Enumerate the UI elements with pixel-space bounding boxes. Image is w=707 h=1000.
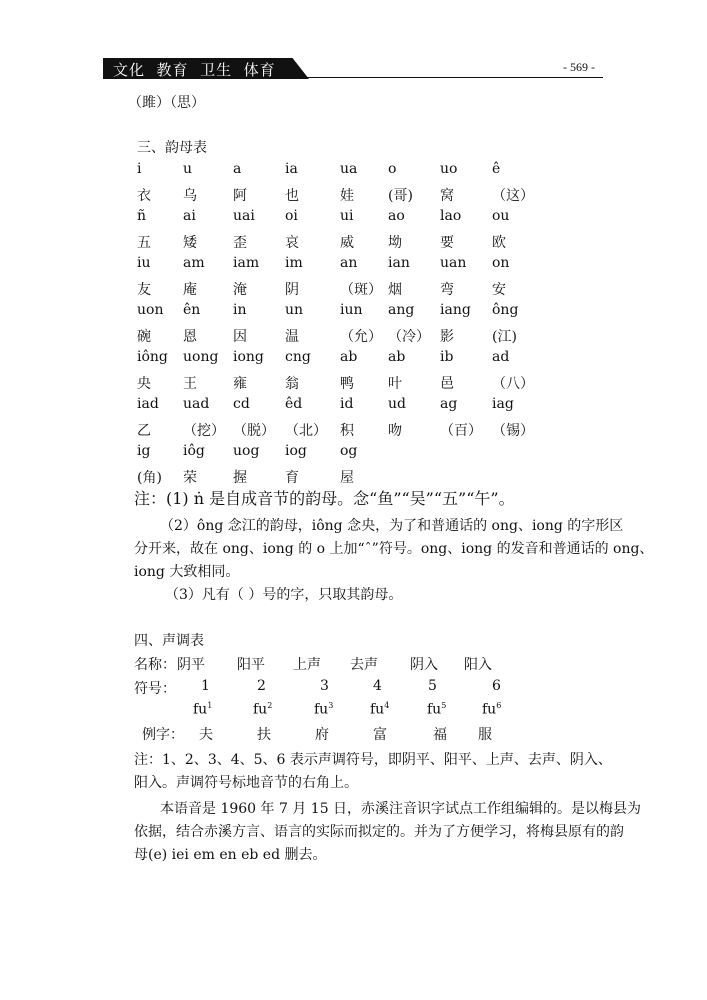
final-romanization-cell: in bbox=[233, 302, 247, 318]
final-example-char-cell: 欧 bbox=[492, 234, 506, 251]
final-romanization-cell: oi bbox=[285, 208, 298, 224]
final-example-char-cell: （挖） bbox=[183, 422, 225, 439]
final-example-char-cell: 烟 bbox=[388, 281, 402, 298]
tone-name: 上声 bbox=[293, 657, 321, 673]
final-romanization-cell: ian bbox=[388, 255, 410, 271]
final-example-char-cell: (角) bbox=[137, 469, 162, 486]
tone-example-syllable bbox=[370, 701, 389, 718]
final-romanization-cell: iu bbox=[137, 255, 151, 271]
final-example-char-cell: 矮 bbox=[183, 234, 197, 251]
closing-line-2: 依据，结合赤溪方言、语言的实际而拟定的。并为了方便学习，将梅县原有的韵 bbox=[134, 824, 624, 840]
final-romanization-cell: un bbox=[285, 302, 304, 318]
final-example-char-cell: （八） bbox=[492, 375, 534, 392]
final-example-char-cell: 影 bbox=[440, 328, 454, 345]
tone-example-char: 府 bbox=[315, 727, 329, 743]
final-romanization-cell: u bbox=[183, 161, 193, 177]
final-romanization-cell: ai bbox=[183, 208, 196, 224]
final-example-char-cell: 因 bbox=[233, 328, 247, 345]
final-romanization-cell: o bbox=[388, 161, 397, 177]
final-example-char-cell: 积 bbox=[340, 422, 354, 439]
tone-example-char: 富 bbox=[373, 727, 387, 743]
final-example-char-cell: （百） bbox=[440, 422, 482, 439]
tone-example-base: fu bbox=[193, 701, 208, 718]
final-romanization-cell: i bbox=[137, 161, 142, 177]
final-example-char-cell: 吻 bbox=[388, 422, 402, 439]
finals-note-2-line-3: iong 大致相同。 bbox=[134, 564, 240, 580]
final-example-char-cell: （这） bbox=[492, 187, 534, 204]
final-romanization-cell: ao bbox=[388, 208, 405, 224]
final-romanization-cell: uai bbox=[233, 208, 255, 224]
final-romanization-cell: uon bbox=[137, 302, 164, 318]
tone-example-syllable bbox=[193, 701, 212, 718]
final-romanization-cell: ua bbox=[340, 161, 358, 177]
finals-note-1: 注：(1) ṅ 是自成音节的韵母。念“鱼”“吴”“五”“午”。 bbox=[134, 489, 515, 508]
final-romanization-cell: ig bbox=[137, 443, 151, 459]
final-romanization-cell: cd bbox=[233, 396, 250, 412]
final-romanization-cell: ên bbox=[183, 302, 201, 318]
final-romanization-cell: im bbox=[285, 255, 303, 271]
final-example-char-cell: 衣 bbox=[137, 187, 151, 204]
final-romanization-cell: lao bbox=[440, 208, 462, 224]
final-example-char-cell: 阴 bbox=[285, 281, 299, 298]
final-example-char-cell: 鸭 bbox=[340, 375, 354, 392]
final-example-char-cell: 育 bbox=[285, 469, 299, 486]
final-example-char-cell: (哥) bbox=[388, 187, 413, 204]
tone-symbol: 5 bbox=[428, 678, 437, 694]
tone-symbol: 2 bbox=[257, 678, 266, 694]
final-romanization-cell: on bbox=[492, 255, 510, 271]
final-romanization-cell: ông bbox=[492, 302, 519, 318]
final-example-char-cell: (江) bbox=[492, 328, 517, 345]
final-example-char-cell: 屋 bbox=[340, 469, 354, 486]
finals-note-3: （3）凡有（ ）号的字，只取其韵母。 bbox=[165, 587, 403, 603]
tone-example-char: 扶 bbox=[257, 727, 271, 743]
tone-heading: 四、声调表 bbox=[134, 633, 204, 649]
tone-symbol: 1 bbox=[201, 678, 210, 694]
final-romanization-cell: iog bbox=[285, 443, 307, 459]
finals-heading: 三、韵母表 bbox=[137, 140, 207, 156]
final-romanization-cell: ñ bbox=[137, 208, 147, 224]
final-romanization-cell: ib bbox=[440, 349, 454, 365]
tone-mark-superscript: 3 bbox=[328, 701, 334, 710]
tone-symbols-label: 符号： bbox=[134, 681, 176, 697]
header-rule bbox=[300, 77, 603, 78]
closing-line-3: 母(e) iei em en eb ed 删去。 bbox=[134, 847, 327, 863]
final-romanization-cell: iam bbox=[233, 255, 260, 271]
final-example-char-cell: 庵 bbox=[183, 281, 197, 298]
tone-name: 阴平 bbox=[177, 657, 205, 673]
final-example-char-cell: 翁 bbox=[285, 375, 299, 392]
final-romanization-cell: uan bbox=[440, 255, 467, 271]
section-title: 文化 教育 卫生 体育 bbox=[113, 61, 276, 79]
final-example-char-cell: 恩 bbox=[183, 328, 197, 345]
final-romanization-cell: ê bbox=[492, 161, 501, 177]
tone-names-label: 名称： bbox=[134, 657, 176, 673]
final-romanization-cell: cng bbox=[285, 349, 311, 365]
final-example-char-cell: 弯 bbox=[440, 281, 454, 298]
final-romanization-cell: ag bbox=[440, 396, 458, 412]
final-romanization-cell: iad bbox=[137, 396, 159, 412]
final-example-char-cell: 阿 bbox=[233, 187, 247, 204]
tone-example-base: fu bbox=[482, 701, 497, 718]
final-example-char-cell: 友 bbox=[137, 281, 151, 298]
final-example-char-cell: 乙 bbox=[137, 422, 151, 439]
tone-name: 阴入 bbox=[410, 657, 438, 673]
final-romanization-cell: ud bbox=[388, 396, 406, 412]
tone-example-base: fu bbox=[314, 701, 329, 718]
finals-note-2-line-2: 分开来，故在 ong、iong 的 o 上加“ˆ”符号。ong、iong 的发音和普通话的 ong、 bbox=[134, 541, 654, 557]
final-romanization-cell: iun bbox=[340, 302, 363, 318]
tone-mark-superscript: 1 bbox=[207, 701, 213, 710]
final-romanization-cell: iông bbox=[137, 349, 168, 365]
final-romanization-cell: êd bbox=[285, 396, 303, 412]
page-number: - 569 - bbox=[563, 60, 595, 74]
tone-name: 去声 bbox=[350, 657, 378, 673]
final-romanization-cell: uong bbox=[183, 349, 219, 365]
final-romanization-cell: a bbox=[233, 161, 242, 177]
final-example-char-cell: 也 bbox=[285, 187, 299, 204]
tone-example-syllable bbox=[253, 701, 272, 718]
final-example-char-cell: 要 bbox=[440, 234, 454, 251]
tone-example-syllable bbox=[427, 701, 446, 718]
final-romanization-cell: ang bbox=[388, 302, 415, 318]
final-romanization-cell: iang bbox=[440, 302, 471, 318]
final-romanization-cell: uog bbox=[233, 443, 260, 459]
tone-symbol: 3 bbox=[320, 678, 329, 694]
final-romanization-cell: og bbox=[340, 443, 358, 459]
final-example-char-cell: （斑） bbox=[340, 281, 382, 298]
final-romanization-cell: uo bbox=[440, 161, 458, 177]
final-example-char-cell: （脱） bbox=[233, 422, 275, 439]
closing-line-1: 本语音是 1960 年 7 月 15 日，赤溪注音识字试点工作组编辑的。是以梅县为 bbox=[160, 801, 642, 817]
tone-example-base: fu bbox=[253, 701, 268, 718]
final-romanization-cell: ia bbox=[285, 161, 298, 177]
final-example-char-cell: 王 bbox=[183, 375, 197, 392]
tone-note-line-2: 阳入。声调符号标地音节的右角上。 bbox=[134, 775, 358, 791]
tone-note-line-1: 注：1、2、3、4、5、6 表示声调符号，即阴平、阳平、上声、去声、阴入、 bbox=[134, 752, 612, 768]
final-example-char-cell: 坳 bbox=[388, 234, 402, 251]
final-romanization-cell: id bbox=[340, 396, 354, 412]
final-romanization-cell: ab bbox=[388, 349, 406, 365]
tone-name: 阳平 bbox=[237, 657, 265, 673]
final-romanization-cell: uad bbox=[183, 396, 210, 412]
final-example-char-cell: 温 bbox=[285, 328, 299, 345]
final-example-char-cell: 窝 bbox=[440, 187, 454, 204]
final-romanization-cell: ab bbox=[340, 349, 358, 365]
tone-example-base: fu bbox=[427, 701, 442, 718]
final-romanization-cell: iag bbox=[492, 396, 514, 412]
final-example-char-cell: 淹 bbox=[233, 281, 247, 298]
tone-example-syllable bbox=[482, 701, 501, 718]
final-example-char-cell: 雍 bbox=[233, 375, 247, 392]
tone-example-syllable bbox=[314, 701, 333, 718]
final-example-char-cell: 叶 bbox=[388, 375, 402, 392]
final-example-char-cell: 娃 bbox=[340, 187, 354, 204]
tone-mark-superscript: 2 bbox=[267, 701, 273, 710]
final-example-char-cell: 荣 bbox=[183, 469, 197, 486]
tone-name: 阳入 bbox=[464, 657, 492, 673]
final-romanization-cell: iong bbox=[233, 349, 264, 365]
final-example-char-cell: 碗 bbox=[137, 328, 151, 345]
final-romanization-cell: am bbox=[183, 255, 205, 271]
tone-example-char: 服 bbox=[478, 727, 492, 743]
finals-note-2-line-1: （2）ông 念江的韵母，iông 念央，为了和普通话的 ong、iong 的字形区 bbox=[160, 518, 624, 534]
final-example-char-cell: 央 bbox=[137, 375, 151, 392]
tone-symbol: 6 bbox=[492, 678, 501, 694]
final-romanization-cell: ou bbox=[492, 208, 510, 224]
final-example-char-cell: 五 bbox=[137, 234, 151, 251]
final-example-char-cell: （冷） bbox=[388, 328, 430, 345]
tone-mark-superscript: 4 bbox=[384, 701, 390, 710]
final-example-char-cell: 握 bbox=[233, 469, 247, 486]
final-example-char-cell: 哀 bbox=[285, 234, 299, 251]
final-example-char-cell: 安 bbox=[492, 281, 506, 298]
tone-example-char: 福 bbox=[433, 727, 447, 743]
carryover-text: （雎）（思） bbox=[128, 95, 205, 111]
tone-mark-superscript: 5 bbox=[441, 701, 447, 710]
final-romanization-cell: ad bbox=[492, 349, 510, 365]
tone-mark-superscript: 6 bbox=[496, 701, 502, 710]
final-example-char-cell: （允） bbox=[340, 328, 382, 345]
final-romanization-cell: ui bbox=[340, 208, 354, 224]
final-romanization-cell: an bbox=[340, 255, 358, 271]
final-example-char-cell: 邑 bbox=[440, 375, 454, 392]
final-example-char-cell: （北） bbox=[285, 422, 327, 439]
tone-examples-label: 例字： bbox=[142, 727, 184, 743]
final-example-char-cell: （锡） bbox=[492, 422, 534, 439]
tone-example-base: fu bbox=[370, 701, 385, 718]
final-example-char-cell: 歪 bbox=[233, 234, 247, 251]
tone-example-char: 夫 bbox=[199, 727, 213, 743]
final-example-char-cell: 乌 bbox=[183, 187, 197, 204]
final-romanization-cell: iôg bbox=[183, 443, 205, 459]
final-example-char-cell: 威 bbox=[340, 234, 354, 251]
tone-symbol: 4 bbox=[373, 678, 382, 694]
